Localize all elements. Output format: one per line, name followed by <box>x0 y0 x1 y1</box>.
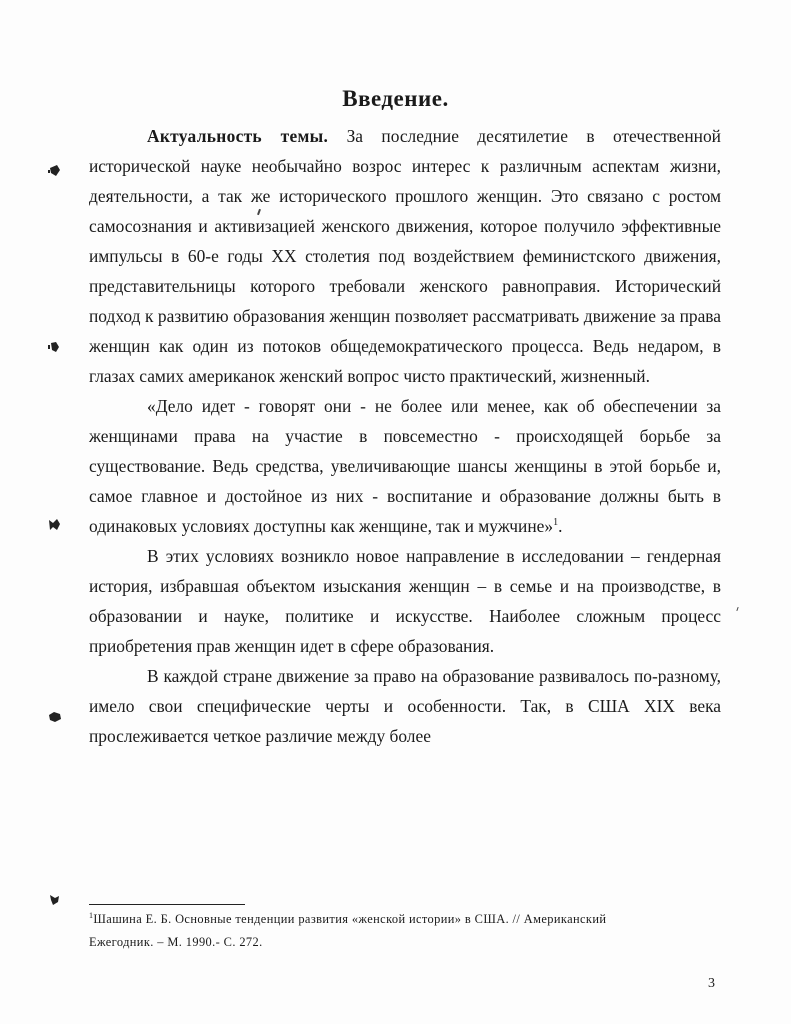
page-number: 3 <box>708 976 715 991</box>
scan-artifact-icon <box>48 518 62 532</box>
body-text <box>89 121 721 751</box>
paragraph-relevance <box>89 121 721 391</box>
footnote-text: Шашина Е. Б. Основные тенденции развития «женской истории» в США. // Американский Ежегодник. – М. 1990.- С. 272. <box>89 912 607 949</box>
scan-speck <box>736 607 738 611</box>
paragraph-text: «Дело идет - говорят они - не более или менее, как об обеспечении за женщинами права на участие в повсеместно - происходящей борьбе за существование. Ведь средства, увеличивающие шансы женщины в этой борьбе и, самое главное и достойное из них - воспитание и образование должны быть в одинаковых условиях доступны как женщине, так и мужчине» <box>89 396 721 536</box>
scan-artifact-icon <box>48 340 62 354</box>
footnote <box>89 908 629 954</box>
paragraph-quote <box>89 391 721 541</box>
footnote-reference[interactable]: 1 <box>553 517 559 529</box>
paragraph-gender-history <box>89 541 721 661</box>
paragraph-text-end: . <box>558 516 563 536</box>
footnote-divider <box>89 904 245 905</box>
scan-artifact-icon <box>48 710 62 724</box>
paragraph-text: В каждой стране движение за право на образование развивалось по-разному, имело свои специфические черты и особенности. Так, в США XIX века прослеживается четкое различие между более <box>89 666 721 746</box>
relevance-lead: Актуальность темы. <box>147 126 329 146</box>
footnote-mark: 1 <box>89 910 94 920</box>
page-title: Введение. <box>342 86 449 111</box>
paragraph-text: За последние десятилетие в отечественной исторической науке необычайно возрос интерес к различным аспектам жизни, деятельности, а так же исторического прошлого женщин. Это связано с ростом самосознания и активизацией женского движения, которое получило эффективные импульсы в 60-е годы XX столетия под воздействием феминистского движения, представительницы которого требовали женского равноправия. Исторический подход к развитию образования женщин позволяет рассматривать движение за права женщин как один из потоков общедемократического процесса. Ведь недаром, в глазах самих американок женский вопрос чисто практический, жизненный. <box>89 126 721 386</box>
scan-artifact-icon <box>48 893 62 907</box>
paragraph-text: В этих условиях возникло новое направление в исследовании – гендерная история, избравшая объектом изыскания женщин – в семье и на производстве, в образовании и науке, политике и искусстве. Наиболее сложным процесс приобретения прав женщин идет в сфере образования. <box>89 546 721 656</box>
scan-artifact-icon <box>48 164 62 178</box>
paragraph-countries <box>89 661 721 751</box>
